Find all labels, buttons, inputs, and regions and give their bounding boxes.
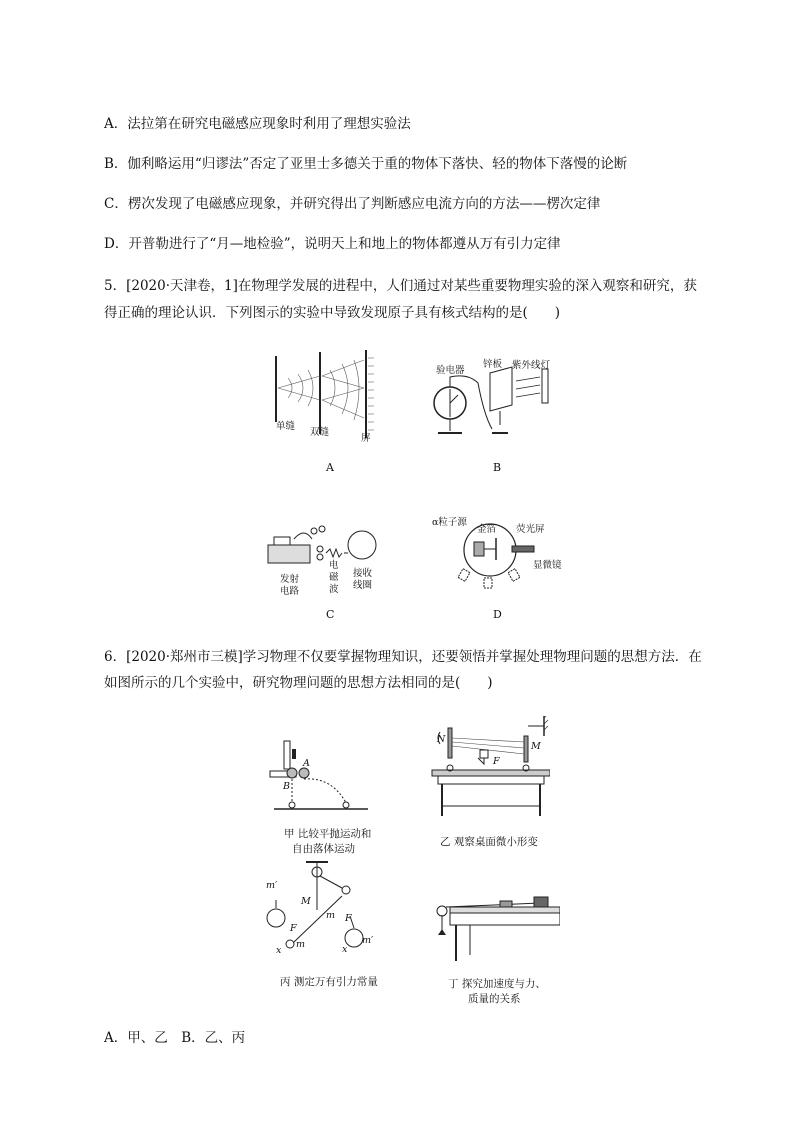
option-a: A．法拉第在研究电磁感应现象时利用了理想实验法 xyxy=(104,116,411,132)
label-receiver xyxy=(353,568,372,592)
acceleration-diagram xyxy=(430,895,560,965)
label-mirror-m: M xyxy=(531,741,541,752)
label-single-slit: 单缝 xyxy=(276,421,296,432)
em-wave-diagram xyxy=(264,523,384,573)
option-b: B．伽利略运用“归谬法”否定了亚里士多德关于重的物体下落快、轻的物体下落慢的论断 xyxy=(104,156,628,172)
label-ball-a: A xyxy=(303,758,310,769)
label-x-2: x xyxy=(342,944,348,955)
option-c: C．楞次发现了电磁感应现象，并研究得出了判断感应电流方向的方法——楞次定律 xyxy=(104,196,601,212)
label-uv-lamp: 紫外线灯 xyxy=(512,360,551,371)
label-ball-b: B xyxy=(283,781,290,792)
label-m-small-1: m xyxy=(326,910,336,921)
label-big-m: M xyxy=(301,896,311,907)
q5-stem-line1: 5．[2020·天津卷，1]在物理学发展的进程中，人们通过对某些重要物理实验的深入观察和研究，获 xyxy=(104,278,697,294)
caption-c: C xyxy=(326,608,335,621)
caption-b: B xyxy=(493,461,502,474)
label-force-f: F xyxy=(493,756,500,767)
label-screen: 屏 xyxy=(361,433,371,444)
label-double-slit: 双缝 xyxy=(310,427,330,438)
caption-ding-2: 质量的关系 xyxy=(468,993,521,1005)
caption-jia-2: 自由落体运动 xyxy=(292,843,355,855)
label-receiver-1: 接收 xyxy=(353,568,373,579)
figure-acceleration-apparatus xyxy=(430,895,560,965)
label-transmitter-2: 电路 xyxy=(280,586,300,597)
caption-d: D xyxy=(493,608,502,621)
label-microscope: 显微镜 xyxy=(533,560,562,571)
label-em-wave-2: 磁 xyxy=(329,572,339,583)
label-zinc-plate: 锌板 xyxy=(483,359,503,370)
option-d: D．开普勒进行了“月—地检验”，说明天上和地上的物体都遵从万有引力定律 xyxy=(104,236,561,252)
label-force-f2: F xyxy=(345,913,352,924)
caption-yi: 乙 观察桌面微小形变 xyxy=(440,836,538,848)
label-transmitter-1: 发射 xyxy=(280,574,300,585)
label-gold-foil: 金箔 xyxy=(477,524,497,535)
caption-jia-1: 甲 比较平抛运动和 xyxy=(284,828,372,840)
projectile-diagram xyxy=(262,737,372,817)
label-fluorescent-screen: 荧光屏 xyxy=(516,524,545,535)
label-em-wave-3: 波 xyxy=(329,584,339,595)
label-x-1: x xyxy=(276,945,282,956)
label-em-wave xyxy=(329,560,339,596)
figure-em-wave xyxy=(264,523,384,573)
label-alpha-source: α粒子源 xyxy=(432,517,467,528)
label-receiver-2: 线圈 xyxy=(353,580,373,591)
label-em-wave-1: 电 xyxy=(329,560,339,571)
label-m-small-2: m xyxy=(296,939,306,950)
table-deformation-diagram xyxy=(428,716,550,820)
caption-ding-1: 丁 探究加速度与力、 xyxy=(448,978,546,990)
q6-answer-line: A．甲、乙 B．乙、丙 xyxy=(104,1030,246,1046)
q5-stem-line2: 得正确的理论认识．下列图示的实验中导致发现原子具有核式结构的是( ) xyxy=(104,305,561,321)
caption-bing: 丙 测定万有引力常量 xyxy=(280,976,378,988)
label-m-prime-1: m′ xyxy=(266,880,278,891)
q6-stem-line2: 如图所示的几个实验中，研究物理问题的思想方法相同的是( ) xyxy=(104,675,493,691)
label-transmitter xyxy=(280,574,299,598)
figure-projectile-freefall xyxy=(262,737,372,817)
q6-stem-line1: 6．[2020·郑州市三模]学习物理不仅要掌握物理知识，还要领悟并掌握处理物理问题的思想方法．在 xyxy=(104,649,702,665)
caption-a: A xyxy=(326,461,334,474)
label-m-prime-2: m′ xyxy=(362,935,374,946)
label-mirror-n: N xyxy=(437,734,446,745)
label-force-f1: F xyxy=(290,923,297,934)
label-electroscope: 验电器 xyxy=(436,365,465,376)
figure-table-deformation xyxy=(428,716,550,820)
